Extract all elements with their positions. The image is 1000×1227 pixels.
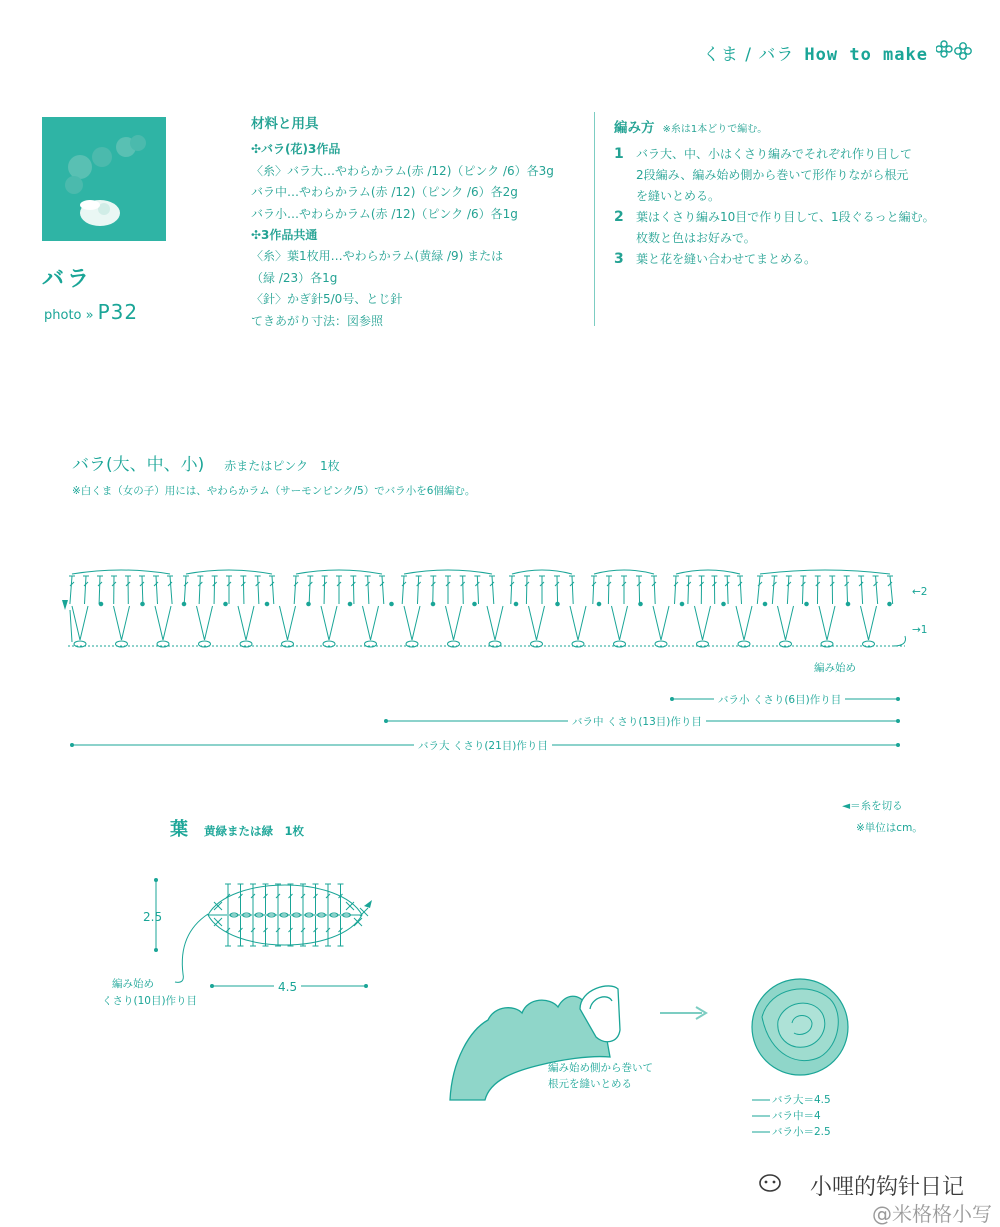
method-step <box>614 207 935 249</box>
clover-icon <box>936 38 972 62</box>
leaf-subtitle: 黄緑または緑 1枚 <box>204 824 304 838</box>
size-small: バラ小＝2.5 <box>772 1124 831 1139</box>
how-to-make-label: How to make <box>804 45 928 65</box>
large-chain-label: バラ大 くさり(21目)作り目 <box>414 738 552 753</box>
leaf-width: 4.5 <box>274 980 301 994</box>
materials-heading: 材料と用具 <box>251 114 554 135</box>
step-text: 葉はくさり編み10目で作り目して、1段ぐるっと編む。 枚数と色はお好みで。 <box>636 207 935 249</box>
assembly-illustration <box>440 975 880 1105</box>
step-number: 2 <box>614 207 624 228</box>
material-line: バラ中…やわらかラム(赤 /12)（ピンク /6）各2g <box>251 182 554 203</box>
rose-title: バラ(大、中、小) <box>72 455 204 475</box>
leaf-start-line2: くさり(10目)作り目 <box>102 993 197 1008</box>
item-title: バラ <box>42 262 92 293</box>
leaf-title: 葉 <box>170 819 188 840</box>
photo-reference <box>44 300 138 324</box>
step-number: 1 <box>614 144 624 165</box>
step-text: バラ大、中、小はくさり編みでそれぞれ作り目して 2段編み、編み始め側から巻いて形作りながら根元 を縫いとめる。 <box>636 144 935 207</box>
size-large: バラ大＝4.5 <box>772 1092 831 1107</box>
step-number: 3 <box>614 249 624 270</box>
size-medium: バラ中＝4 <box>772 1108 821 1123</box>
material-line: 〈糸〉葉1枚用…やわらかラム(黄緑 /9) または <box>251 246 554 267</box>
product-photo <box>42 117 166 241</box>
page-header <box>703 40 928 65</box>
leaf-height: 2.5 <box>143 910 162 924</box>
photo-page: P32 <box>98 300 139 324</box>
method-steps <box>614 144 935 270</box>
cut-mark-icon <box>62 600 68 610</box>
material-line: ✣3作品共通 <box>251 225 554 246</box>
method-heading <box>614 116 935 136</box>
rose-flower-icon <box>752 979 848 1075</box>
start-label: 編み始め <box>814 660 856 675</box>
leaf-section-title <box>170 815 304 841</box>
medium-chain-label: バラ中 くさり(13目)作り目 <box>568 714 706 729</box>
unit-note: ※単位はcm。 <box>856 820 923 835</box>
watermark-author: @米格格小写 <box>872 1198 992 1227</box>
method-note: ※糸は1本どりで編む。 <box>663 124 768 135</box>
rose-subtitle: 赤またはピンク 1枚 <box>224 459 339 473</box>
row-1-label: →1 <box>912 624 927 636</box>
row-2-label: ←2 <box>912 586 927 598</box>
wechat-icon <box>758 1172 788 1196</box>
column-divider <box>594 112 595 326</box>
rose-section-title <box>72 450 340 475</box>
material-line: バラ小…やわらかラム(赤 /12)（ピンク /6）各1g <box>251 204 554 225</box>
materials-list <box>251 139 554 332</box>
material-line: （緑 /23）各1g <box>251 268 554 289</box>
assembly-caption-line1: 編み始め側から巻いて <box>548 1060 653 1075</box>
rose-note: ※白くま（女の子）用には、やわらかラム（サーモンピンク/5）でバラ小を6個編む。 <box>72 483 475 498</box>
assembly-caption-line2: 根元を縫いとめる <box>548 1076 632 1091</box>
method-block <box>614 116 935 270</box>
size-bracket <box>750 1092 774 1142</box>
material-line: てきあがり寸法：図参照 <box>251 311 554 332</box>
photo-label: photo » <box>44 308 94 323</box>
material-line: ✣バラ(花)3作品 <box>251 139 554 160</box>
step-text: 葉と花を縫い合わせてまとめる。 <box>636 249 935 270</box>
watermark-title: 小哩的钩针日记 <box>810 1170 964 1201</box>
material-line: 〈針〉かぎ針5/0号、とじ針 <box>251 289 554 310</box>
header-title: くま / バラ <box>703 45 795 65</box>
material-line: 〈糸〉バラ大…やわらかラム(赤 /12)（ピンク /6）各3g <box>251 161 554 182</box>
method-step <box>614 144 935 207</box>
small-chain-label: バラ小 くさり(6目)作り目 <box>714 692 845 707</box>
leaf-start-line1: 編み始め <box>112 976 154 991</box>
materials-block <box>251 114 554 332</box>
cut-legend: ◄＝糸を切る <box>842 798 903 813</box>
leaf-cut-mark-icon <box>364 900 372 908</box>
method-step <box>614 249 935 270</box>
method-heading-text: 編み方 <box>614 120 655 136</box>
